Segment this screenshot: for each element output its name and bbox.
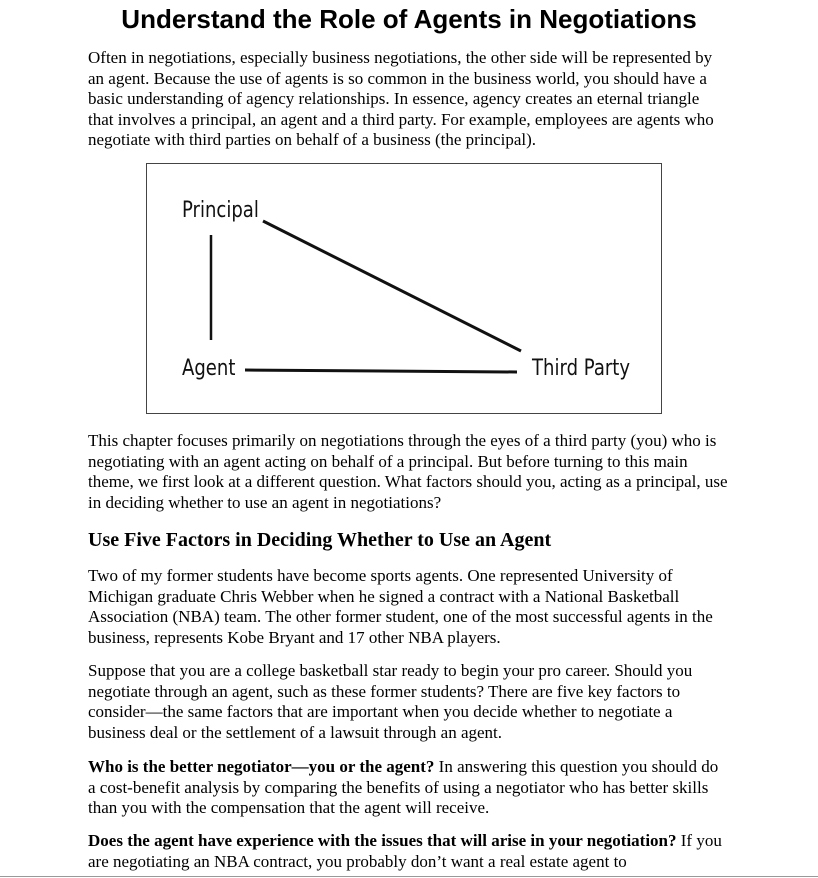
suppose-paragraph: Suppose that you are a college basketball star ready to begin your pro career. Should you negotiate through an agent, such as these former students? There are five key factors to consider—the same factors that are important when you decide whether to negotiate a business deal or the settlement of a lawsuit through an agent. <box>88 661 693 742</box>
third-party-label: Third Party <box>532 356 631 381</box>
section-heading: Use Five Factors in Deciding Whether to Use an Agent <box>88 529 552 551</box>
agent-third-party-line <box>245 370 517 372</box>
former-students-paragraph: Two of my former students have become sports agents. One represented University of Michigan graduate Chris Webber when he signed a contract with a National Basketball Association (NBA) team. The other former student, one of the most successful agents in the business, represents Kobe Bryant and 17 other NBA players. <box>88 566 713 647</box>
factor-two-question: Does the agent have experience with the issues that will arise in your negotiation? <box>88 831 677 850</box>
agency-triangle-diagram <box>146 163 662 414</box>
intro-paragraph: Often in negotiations, especially business negotiations, the other side will be represented by an agent. Because the use of agents is so common in the business world, you should have a basic understanding of agency relationships. In essence, agency creates an eternal triangle that involves a principal, an agent and a third party. For example, employees are agents who negotiate with third parties on behalf of a business (the principal). <box>88 48 714 149</box>
agent-label: Agent <box>182 356 236 381</box>
chapter-focus-paragraph: This chapter focuses primarily on negotiations through the eyes of a third party (you) who is negotiating with an agent acting on behalf of a principal. But before turning to this main theme, we first look at a different question. What factors should you, acting as a principal, use in deciding whether to use an agent in negotiations? <box>88 431 728 512</box>
principal-third-party-line <box>263 221 521 351</box>
factor-one-paragraph <box>88 757 728 819</box>
page-bottom-divider <box>0 876 818 877</box>
factor-one-question: Who is the better negotiator—you or the agent? <box>88 757 435 776</box>
factor-two-body: If you are negotiating an NBA contract, you probably don’t want a real estate agent to <box>88 831 722 871</box>
factor-two-paragraph <box>88 831 728 872</box>
page-title: Understand the Role of Agents in Negotiations <box>121 4 697 34</box>
factor-one-body: In answering this question you should do a cost-benefit analysis by comparing the benefits of using a negotiator who has better skills than you with the compensation that the agent will receive. <box>88 757 719 817</box>
principal-label: Principal <box>182 198 259 223</box>
